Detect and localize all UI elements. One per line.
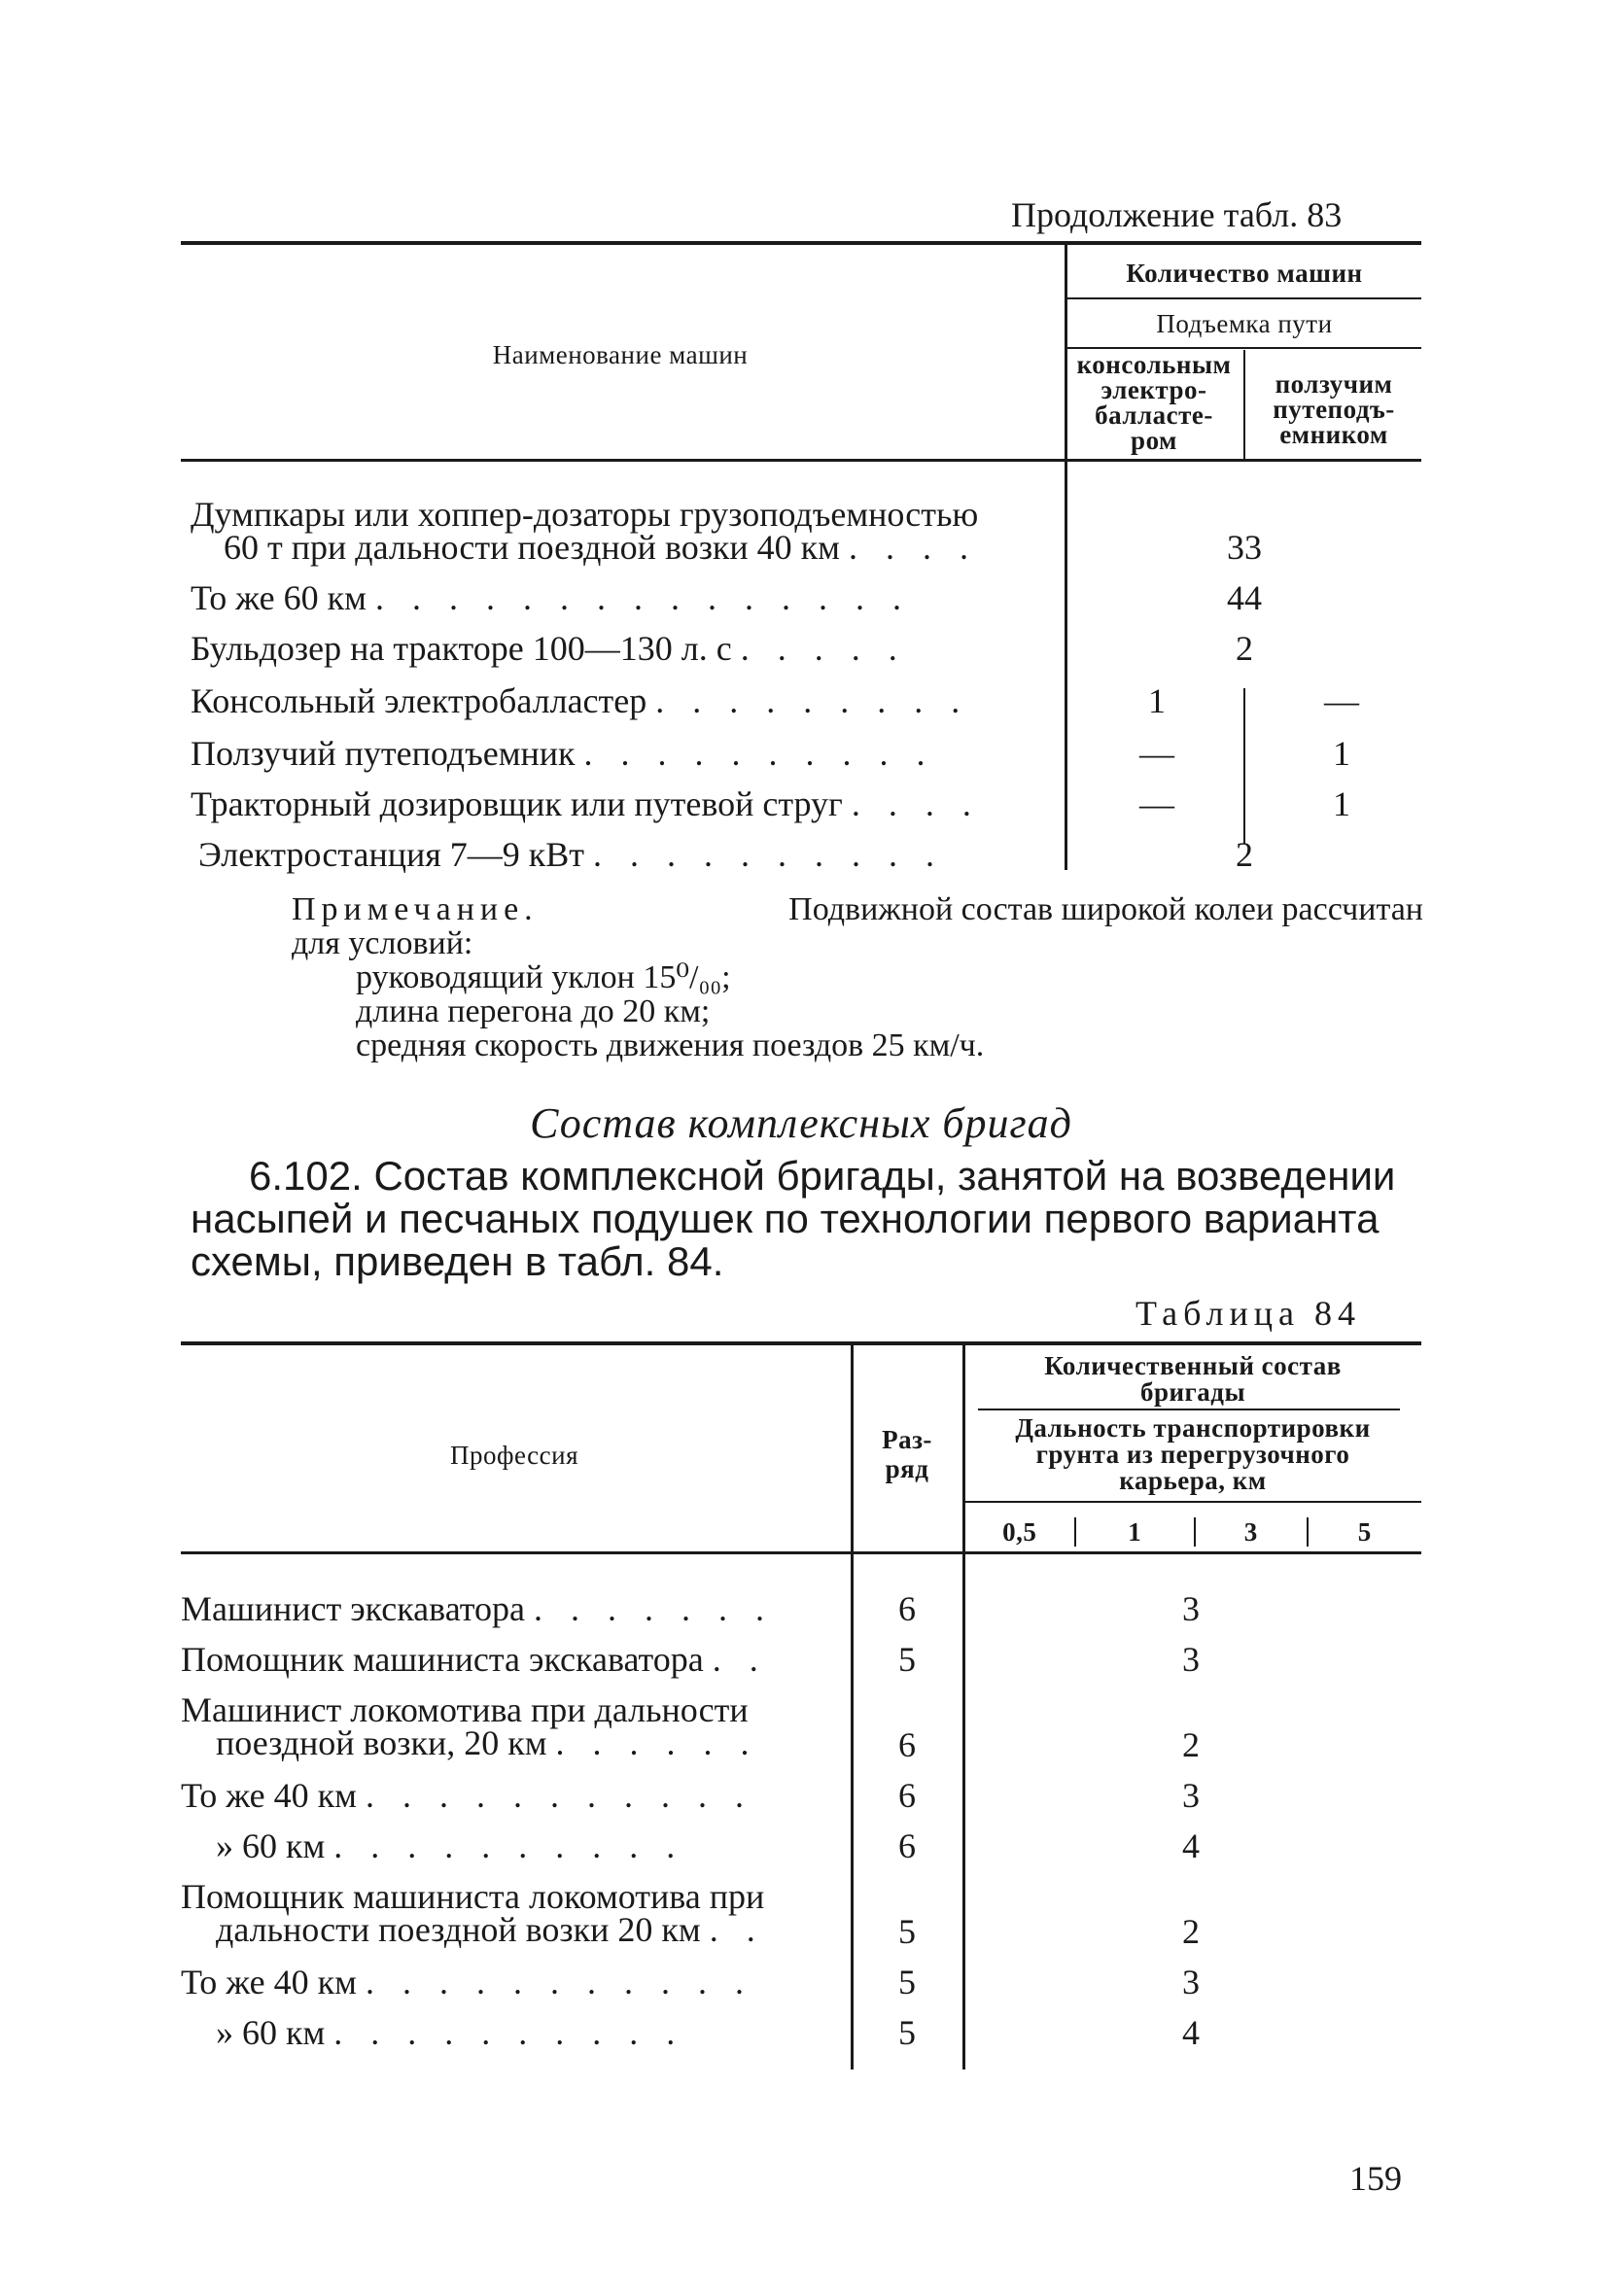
table84-body-divider-2 [962,1554,965,2070]
table84-value: 3 [1182,1589,1200,1628]
table84-grade: 5 [898,1640,916,1679]
table83-header-rule-1 [1067,297,1421,299]
table83-body-divider [1065,462,1067,870]
table83-value: 2 [1236,835,1253,874]
page-number: 159 [1349,2159,1402,2198]
table83-header-rule-2 [1067,347,1421,349]
table-row: Тракторный дозировщик или путевой струг . . . . [191,784,981,823]
table84-grade: 6 [898,1725,916,1764]
table-row: То же 40 км . . . . . . . . . . . [181,1776,753,1815]
table84-grade: 5 [898,2013,916,2052]
table83-header-sub1: консольным электро- балласте- ром [1076,350,1232,455]
note-item: средняя скорость движения поездов 25 км/ч. [356,1027,985,1063]
table84-header-distances: 0,5 1 3 5 [965,1517,1421,1547]
table83-header-sub2: ползучим путеподъ- емником [1273,369,1395,449]
table83-value-col1: — [1139,784,1174,823]
table83-value: 2 [1236,629,1253,668]
table-row: Машинист локомотива при дальности [181,1690,749,1729]
table83-header-bottom-rule [181,459,1421,462]
note-item: длина перегона до 20 км; [356,993,711,1029]
table-row: Ползучий путеподъемник . . . . . . . . . . [191,734,935,773]
table84-value: 2 [1182,1725,1200,1764]
table84-header-rule-1 [978,1409,1400,1410]
table83-value: 33 [1227,528,1262,567]
table83-header-name: Наименование машин [492,340,749,369]
table84-value: 4 [1182,1826,1200,1865]
table84-caption: Таблица 84 [1135,1294,1361,1333]
table-row: Машинист экскаватора . . . . . . . [181,1589,774,1628]
table83-header-subdivider [1243,350,1245,459]
table84-grade: 6 [898,1826,916,1865]
table-row: То же 60 км . . . . . . . . . . . . . . . [191,578,911,617]
note-item: руководящий уклон 15⁰/₀₀; [356,959,731,995]
table84-value: 3 [1182,1776,1200,1815]
note-label: Примечание. [292,891,539,927]
table-row: Электростанция 7—9 кВт . . . . . . . . . . [198,835,945,874]
table-row: Помощник машиниста экскаватора . . [181,1640,768,1679]
table83-value-col2: 1 [1333,734,1350,773]
table84-header-grade: Раз- ряд [882,1425,932,1483]
table84-header-profession: Профессия [450,1441,578,1470]
table83-value-col2: 1 [1333,784,1350,823]
table84-grade: 5 [898,1912,916,1951]
table84-grade: 6 [898,1589,916,1628]
table84-top-rule [181,1341,1421,1345]
table-row: 60 т при дальности поездной возки 40 км . . . . [224,528,978,567]
table84-value: 4 [1182,2013,1200,2052]
table-row: Бульдозер на тракторе 100—130 л. с . . . . . [191,629,907,668]
table84-grade: 6 [898,1776,916,1815]
table83-header-lift: Подъемка пути [1156,309,1333,338]
table-row: дальности поездной возки 20 км . . [216,1910,765,1949]
table84-header-rule-2 [965,1501,1421,1503]
table-row: » 60 км . . . . . . . . . . [216,2013,685,2052]
note-line: для условий: [292,925,473,961]
table-row: поездной возки, 20 км . . . . . . [216,1723,759,1762]
table84-header-quantity: Количественный состав бригады [1044,1351,1342,1407]
table83-value-col2: — [1324,681,1359,720]
table-row: Думпкары или хоппер-дозаторы грузоподъемностью [191,495,979,534]
table84-header-distance: Дальность транспортировки грунта из перегрузочного карьера, км [1015,1413,1371,1495]
table83-note: Примечание. Подвижной состав широкой колеи рассчитан [292,891,1423,927]
table84-grade: 5 [898,1963,916,2001]
table83-caption: Продолжение табл. 83 [1011,195,1343,234]
table84-value: 2 [1182,1912,1200,1951]
table83-top-rule [181,241,1421,245]
table83-col-divider [1243,688,1245,844]
table-row: » 60 км . . . . . . . . . . [216,1826,685,1865]
table83-value: 44 [1227,578,1262,617]
section-paragraph: 6.102. Состав комплексной бригады, занятой на возведении насыпей и песчаных подушек по технологии первого варианта схемы, приведен в табл. 84. [191,1153,1396,1284]
table-row: То же 40 км . . . . . . . . . . . [181,1963,753,2001]
table84-value: 3 [1182,1963,1200,2001]
table-row: Консольный электробалластер . . . . . . . . . [191,681,970,720]
section-title: Состав комплексных бригад [530,1099,1072,1147]
table-row: Помощник машиниста локомотива при [181,1877,765,1916]
table83-value-col1: — [1139,734,1174,773]
table83-value-col1: 1 [1148,681,1166,720]
table83-header-quantity: Количество машин [1126,259,1363,288]
table84-header-bottom-rule [181,1551,1421,1554]
table84-value: 3 [1182,1640,1200,1679]
